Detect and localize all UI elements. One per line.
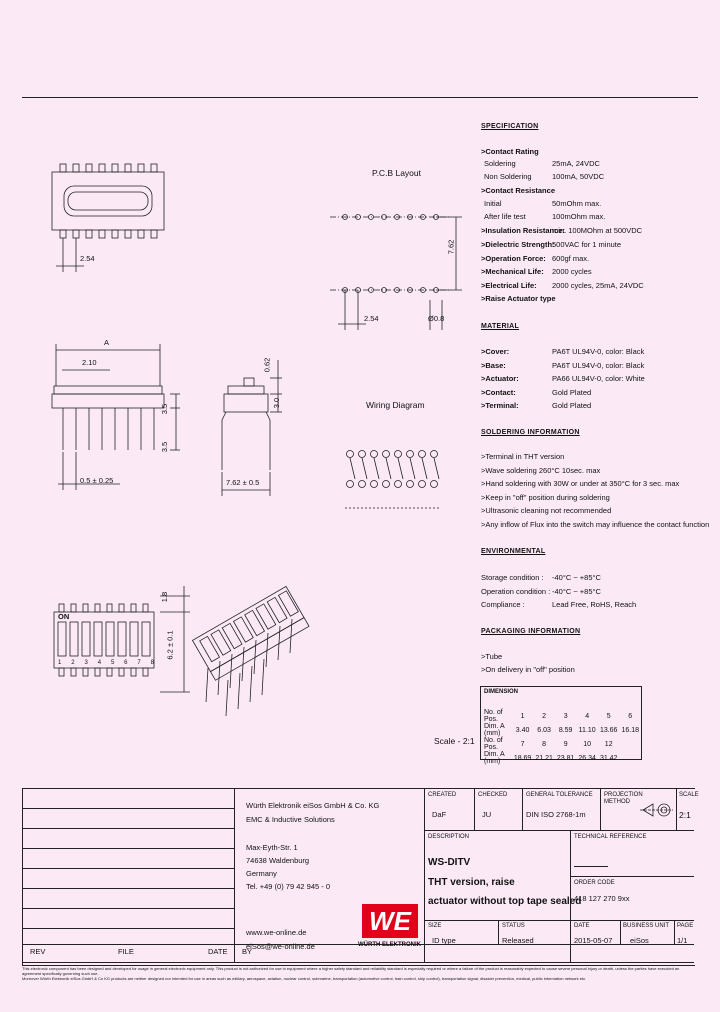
dim-762-pcb: 7.62: [446, 239, 456, 255]
disclaimer-line-1: This electronic component has been designed and developed for usage in general electronic equipment only. This product is not authorized for use in equipment where a higher safety standard and reliability standard is especially required or where a failure of the product is reasonably expected to cause severe personal injury or death, unless the parties have executed an agreement specifically governing such use.: [22, 966, 680, 976]
title-block-divider: [474, 788, 475, 830]
table-cell: 6.03: [537, 726, 551, 734]
dim-062: 0.62: [262, 357, 272, 373]
size-value: ID type: [432, 936, 456, 945]
electrical-life-value: 2000 cycles, 25mA, 24VDC: [552, 281, 644, 290]
by-column-label: BY: [242, 947, 253, 956]
top-view-body: [52, 172, 164, 230]
dim-762-side: 7.62 ± 0.5: [226, 478, 260, 487]
mechanical-life-value: 2000 cycles: [552, 267, 592, 276]
soldering-line: >Ultrasonic cleaning not recommended: [481, 506, 612, 515]
table-cell: 21.21: [535, 754, 553, 762]
electrical-life-label: >Electrical Life:: [481, 281, 537, 290]
we-logo-mark: WE: [362, 904, 418, 938]
projection-icon: [640, 796, 674, 824]
page-value: 1/1: [677, 936, 688, 945]
operation-force-label: >Operation Force:: [481, 254, 546, 263]
after-life-value: 100mOhm max.: [552, 212, 606, 221]
raise-actuator-label: >Raise Actuator type: [481, 294, 556, 303]
dim-62: 6.2 ± 0.1: [165, 630, 175, 660]
title-block-divider: [600, 788, 601, 830]
soldering-line: >Hand soldering with 30W or under at 350°C for 3 sec. max: [481, 479, 680, 488]
pin-number: 5: [110, 660, 115, 666]
table-cell: 26.34: [578, 754, 596, 762]
table-cell: 3: [563, 712, 568, 720]
non-soldering-value: 100mA, 50VDC: [552, 172, 605, 181]
table-cell: 8: [542, 740, 547, 748]
pcb-layout-holes: [343, 215, 439, 293]
table-cell: 31.42: [599, 754, 618, 762]
rev-column-label: REV: [30, 947, 46, 956]
after-life-label: After life test: [484, 212, 526, 221]
soldering-line: >Terminal in THT version: [481, 452, 565, 461]
non-soldering-label: Non Soldering: [484, 172, 532, 181]
we-logo-text: WÜRTH ELEKTRONIK: [358, 942, 421, 948]
table-cell: 8.59: [558, 726, 573, 734]
date-column-label: DATE: [208, 947, 228, 956]
switch-actuators: [58, 622, 150, 656]
table-cell: 2: [542, 712, 547, 720]
dielectric-value: 500VAC for 1 minute: [552, 240, 622, 249]
table-cell: 7: [520, 740, 525, 748]
dielectric-label: >Dielectric Strength:: [481, 240, 555, 249]
tolerance-label: GENERAL TOLERANCE: [526, 792, 593, 798]
table-row: [482, 709, 641, 723]
page-label: PAGE: [677, 923, 694, 929]
tolerance-value: DIN ISO 2768-1m: [526, 810, 586, 819]
wiring-diagram-switches: [350, 458, 439, 479]
scale-value: 2:1: [679, 810, 691, 820]
env-value: -40°C ~ +85°C: [552, 587, 601, 596]
status-value: Released: [502, 936, 534, 945]
insulation-value: min. 100MOhm at 500VDC: [552, 226, 643, 235]
contact-resistance-label: >Contact Resistance: [481, 186, 555, 195]
table-cell: No. of Pos.: [484, 709, 503, 723]
dimension-grid: [482, 709, 641, 765]
pin-number: 6: [124, 660, 128, 666]
isometric-pins: [206, 619, 292, 716]
wiring-diagram-label: Wiring Diagram: [366, 400, 425, 410]
projection-label: PROJECTION METHOD: [604, 792, 643, 805]
pin-number: 7: [137, 660, 141, 666]
environmental-title: ENVIRONMENTAL: [481, 548, 546, 555]
rev-grid-line: [22, 888, 234, 889]
table-cell: [619, 751, 641, 765]
table-row: [482, 723, 641, 737]
title-block-divider: [424, 788, 425, 962]
company-email[interactable]: eiSos@we-online.de: [246, 942, 315, 951]
disclaimer-line-2: Moreover Würth Elektronik eiSos GmbH & Co KG products are neither designed nor intended for use in areas such as military, aerospace, aviation, nuclear control, submarine, transportation (automotive control, train control, ship control), transportation signal, disaster prevention, medical, public information network etc.: [22, 976, 587, 981]
initial-label: Initial: [484, 199, 502, 208]
order-code-label: ORDER CODE: [574, 880, 615, 886]
top-view-pins-bottom: [60, 230, 157, 238]
env-value: Lead Free, RoHS, Reach: [552, 600, 637, 609]
company-street: Max-Eyth-Str. 1: [246, 843, 298, 852]
material-value: Gold Plated: [552, 401, 592, 410]
table-cell: 12: [604, 740, 613, 748]
dim-18: 1.8: [160, 591, 170, 603]
title-block-line: [570, 876, 694, 877]
table-cell: Dim. A (mm): [484, 751, 505, 765]
soldering-line: >Keep in "off" position during soldering: [481, 493, 610, 502]
top-view-pins-top: [60, 164, 157, 172]
pin-number: 3: [84, 660, 88, 666]
material-value: PA6T UL94V-0, color: Black: [552, 361, 645, 370]
checked-label: CHECKED: [478, 792, 508, 798]
table-cell: 6: [628, 712, 633, 720]
dim-05: 0.5 ± 0.25: [80, 476, 114, 485]
front-view-pins: [63, 408, 154, 450]
technical-drawing: [0, 100, 480, 750]
disclaimer: [22, 966, 694, 986]
title-block-divider: [498, 920, 499, 944]
title-block-line: [22, 962, 694, 963]
packaging-line: >Tube: [481, 652, 503, 661]
dim-254-top: 2.54: [80, 254, 95, 263]
material-value: PA66 UL94V-0, color: White: [552, 374, 645, 383]
dim-254-pcb: 2.54: [364, 314, 379, 323]
title-block-divider: [676, 788, 677, 830]
dimension-table: [480, 686, 642, 765]
soldering-line: >Any inflow of Flux into the switch may influence the contact function: [481, 520, 710, 529]
table-cell: Dim. A (mm): [484, 723, 505, 737]
specification-title: SPECIFICATION: [481, 123, 539, 130]
date-label: DATE: [574, 923, 590, 929]
table-cell: 4: [585, 712, 590, 720]
dim-35-lower: 3.5: [160, 441, 170, 453]
material-label: >Actuator:: [481, 374, 519, 383]
file-column-label: FILE: [118, 947, 134, 956]
material-value: PA6T UL94V-0, color: Black: [552, 347, 645, 356]
status-label: STATUS: [502, 923, 525, 929]
description-line-3: actuator without top tape sealed: [428, 896, 582, 907]
env-value: -40°C ~ +85°C: [552, 573, 601, 582]
mechanical-life-label: >Mechanical Life:: [481, 267, 544, 276]
operation-force-value: 600gf max.: [552, 254, 590, 263]
rev-grid-line: [22, 908, 234, 909]
size-label: SIZE: [428, 923, 442, 929]
we-logo: [358, 904, 422, 952]
checked-value: JU: [482, 810, 492, 819]
description-line-2: THT version, raise: [428, 877, 515, 888]
soldering-label: Soldering: [484, 159, 516, 168]
title-block-line: [424, 920, 694, 921]
soldering-line: >Wave soldering 260°C 10sec. max: [481, 466, 601, 475]
business-unit-label: BUSINESS UNIT: [623, 923, 670, 929]
dimension-title: DIMENSION: [484, 689, 519, 695]
order-code-value: 418 127 270 9xx: [574, 894, 630, 903]
material-label: >Cover:: [481, 347, 510, 356]
dim-08-pcb: Ø0.8: [428, 314, 445, 323]
wiring-diagram-contacts: [347, 451, 438, 488]
env-label: Storage condition :: [481, 573, 544, 582]
table-cell: 11.10: [578, 726, 596, 734]
pin-number: 1: [58, 660, 62, 666]
title-block-divider: [234, 788, 235, 962]
table-cell: 3.40: [515, 726, 530, 734]
env-label: Compliance :: [481, 600, 525, 609]
company-city: 74638 Waldenburg: [246, 856, 310, 865]
company-web[interactable]: www.we-online.de: [246, 928, 307, 937]
rev-grid-line: [22, 828, 234, 829]
description-line-1: WS-DITV: [428, 857, 471, 868]
table-cell: 18.69: [513, 754, 532, 762]
title-block-divider: [674, 920, 675, 944]
title-block-divider: [620, 920, 621, 944]
table-cell: 5: [606, 712, 611, 720]
dim-35-upper: 3.5: [160, 403, 170, 415]
dim-30: 3.0: [272, 397, 282, 409]
created-value: DaF: [432, 810, 447, 819]
table-cell: 9: [563, 740, 568, 748]
company-division: EMC & Inductive Solutions: [246, 815, 335, 824]
rev-grid-line: [22, 868, 234, 869]
pin-number: 2: [71, 660, 75, 666]
material-label: >Base:: [481, 361, 506, 370]
initial-value: 50mOhm max.: [552, 199, 602, 208]
dim-a: A: [104, 338, 110, 347]
rev-grid-line: [22, 808, 234, 809]
contact-rating-label: >Contact Rating: [481, 147, 539, 156]
top-view-slot: [64, 186, 152, 216]
table-cell: 16.18: [621, 726, 639, 734]
table-cell: 13.66: [599, 726, 618, 734]
insulation-label: >Insulation Resistance:: [481, 226, 565, 235]
company-phone: Tel. +49 (0) 79 42 945 - 0: [246, 882, 331, 891]
pin-number: 8: [150, 660, 154, 666]
table-cell: 23.81: [556, 754, 575, 762]
tech-ref-line: [574, 866, 608, 867]
company-name: Würth Elektronik eiSos GmbH & Co. KG: [246, 801, 380, 810]
top-rule: [22, 97, 698, 98]
packaging-title: PACKAGING INFORMATION: [481, 628, 581, 635]
soldering-value: 25mA, 24VDC: [552, 159, 600, 168]
tech-ref-label: TECHNICAL REFERENCE: [574, 834, 647, 840]
scale-note: Scale - 2:1: [434, 736, 475, 746]
table-cell: No. of Pos.: [484, 737, 503, 751]
env-label: Operation condition :: [481, 587, 551, 596]
dim-210: 2.10: [82, 358, 97, 367]
rev-grid-line: [22, 928, 234, 929]
table-row: [482, 737, 641, 751]
date-value: 2015-05-07: [574, 936, 613, 945]
table-cell: 1: [520, 712, 525, 720]
table-cell: [619, 737, 641, 751]
title-block-divider: [522, 788, 523, 830]
pcb-layout-label: P.C.B Layout: [372, 168, 421, 178]
company-country: Germany: [246, 869, 277, 878]
material-value: Gold Plated: [552, 388, 592, 397]
on-label: ON: [58, 612, 70, 621]
pin-number: 4: [97, 660, 102, 666]
pin-number-row: [58, 660, 154, 667]
scale-label: SCALE: [679, 792, 699, 798]
soldering-info-title: SOLDERING INFORMATION: [481, 429, 580, 436]
table-cell: 10: [583, 740, 592, 748]
material-label: >Terminal:: [481, 401, 519, 410]
description-label: DESCRIPTION: [428, 834, 470, 840]
material-title: MATERIAL: [481, 323, 520, 330]
packaging-line: >On delivery in "off" position: [481, 665, 575, 674]
rev-grid-line: [22, 848, 234, 849]
business-unit-value: eiSos: [630, 936, 649, 945]
created-label: CREATED: [428, 792, 457, 798]
table-row: [482, 751, 641, 765]
title-block-line: [424, 830, 694, 831]
material-label: >Contact:: [481, 388, 516, 397]
